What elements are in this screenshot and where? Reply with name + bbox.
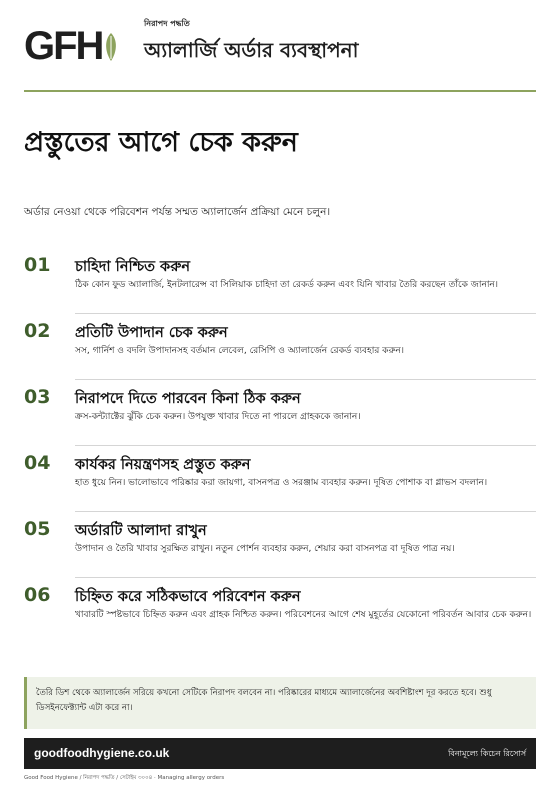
system-title: অ্যালার্জি অর্ডার ব্যবস্থাপনা — [144, 38, 359, 62]
step-description: ঠিক কোন ফুড অ্যালার্জি, ইনটলারেন্স বা সিলিয়াক চাহিদা তা রেকর্ড করুন এবং যিনি খাবার তৈরি করছেন তাঁকে জানান। — [75, 280, 499, 290]
step-2 — [24, 316, 536, 382]
steps-list — [24, 250, 536, 646]
step-description: ক্রস-কন্ট্যাক্টের ঝুঁকি চেক করুন। উপযুক্ত খাবার দিতে না পারলে গ্রাহককে জানান। — [75, 412, 361, 422]
step-5 — [24, 514, 536, 580]
step-description: হাত ধুয়ে নিন। ভালোভাবে পরিষ্কার করা জায়গা, বাসনপত্র ও সরঞ্জাম ব্যবহার করুন। দূষিত পোশাক বা গ্লাভস বদলান। — [75, 478, 488, 488]
step-divider — [75, 445, 536, 446]
warning-note — [24, 677, 536, 729]
step-title: চাহিদা নিশ্চিত করুন — [75, 259, 190, 275]
step-number: 02 — [24, 320, 51, 342]
header-kicker: নিরাপদ পদ্ধতি — [144, 19, 190, 28]
step-number: 03 — [24, 386, 51, 408]
step-6 — [24, 580, 536, 646]
note-text: তৈরি ডিশ থেকে অ্যালার্জেন সরিয়ে কখনো সেটিকে নিরাপদ বলবেন না। পরিষ্কারের মাধ্যমে অ্যালার্জেনের অবশিষ্টাংশ দূর করতে হবে। শুধু ডিসইনফেক্ট্যান্ট এটা করে না। — [36, 688, 492, 713]
credit-line: Good Food Hygiene / নিরাপদ পদ্ধতি / সেটাইম ৩০০৪ · Managing allergy orders — [24, 775, 225, 781]
step-number: 04 — [24, 452, 51, 474]
header-divider — [24, 90, 536, 92]
step-divider — [75, 577, 536, 578]
step-3 — [24, 382, 536, 448]
step-divider — [75, 313, 536, 314]
step-description: উপাদান ও তৈরি খাবার সুরক্ষিত রাখুন। নতুন পোর্শন ব্যবহার করুন, শেয়ার করা বাসনপত্র বা দূষিত পাত্র নয়। — [75, 544, 455, 554]
step-description: খাবারটি স্পষ্টভাবে চিহ্নিত করুন এবং গ্রাহক নিশ্চিত করুন। পরিবেশনের আগে শেষ মুহূর্তের যেকোনো পরিবর্তন আবার চেক করুন। — [75, 610, 532, 620]
logo-text: GFH — [24, 24, 103, 68]
note-accent-bar — [24, 677, 27, 729]
step-description: সস, গার্নিশ ও বদলি উপাদানসহ বর্তমান লেবেল, রেসিপি ও অ্যালার্জেন রেকর্ড ব্যবহার করুন। — [75, 346, 404, 356]
step-number: 05 — [24, 518, 51, 540]
step-title: নিরাপদে দিতে পারবেন কিনা ঠিক করুন — [75, 391, 301, 407]
step-divider — [75, 379, 536, 380]
step-title: অর্ডারটি আলাদা রাখুন — [75, 523, 207, 539]
step-title: কার্যকর নিয়ন্ত্রণসহ প্রস্তুত করুন — [75, 457, 251, 473]
website-link[interactable]: goodfoodhygiene.co.uk — [34, 746, 170, 760]
header — [24, 18, 536, 90]
step-title: প্রতিটি উপাদান চেক করুন — [75, 325, 228, 341]
step-number: 01 — [24, 254, 51, 276]
brand-logo[interactable] — [24, 26, 118, 66]
footer-bar — [24, 738, 536, 769]
step-1 — [24, 250, 536, 316]
step-number: 06 — [24, 584, 51, 606]
leaf-icon — [104, 32, 118, 62]
footer-tagline: বিনামূল্যে কিচেন রিসোর্স — [448, 749, 526, 758]
step-title: চিহ্নিত করে সঠিকভাবে পরিবেশন করুন — [75, 589, 301, 605]
page-title: প্রস্তুতের আগে চেক করুন — [24, 127, 298, 158]
step-4 — [24, 448, 536, 514]
intro-text: অর্ডার নেওয়া থেকে পরিবেশন পর্যন্ত সম্মত অ্যালার্জেন প্রক্রিয়া মেনে চলুন। — [24, 206, 331, 218]
step-divider — [75, 511, 536, 512]
